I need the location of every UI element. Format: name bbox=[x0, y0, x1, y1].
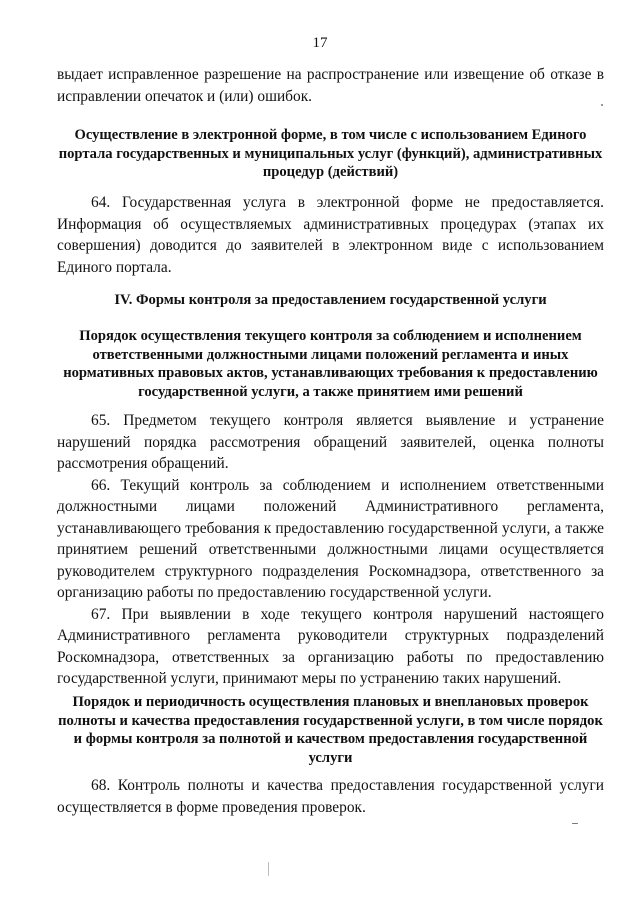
paragraphs-65-67-block bbox=[57, 410, 604, 690]
paragraph-68-block bbox=[57, 775, 604, 818]
section-heading-inspections: Порядок и периодичность осуществления плановых и внеплановых проверок полноты и качества предоставления государственной услуги, в том числе порядок и формы контроля за полнотой и качеством предоставления государственной услуги bbox=[58, 694, 603, 766]
section-heading-electronic-form: Осуществление в электронной форме, в том числе с использованием Единого портала государственных и муниципальных услуг (функций), административных процедур (действий) bbox=[58, 127, 603, 180]
paragraph-66: 66. Текущий контроль за соблюдением и исполнением ответственными должностными лицами положений Административного регламента, устанавливающего требования к предоставлению государственной услуги, а также принятием решений ответственными должностными лицами осуществляется руководителем структурного подразделения Роскомнадзора, ответственного за организацию работы по предоставлению государственной услуги. bbox=[57, 476, 604, 601]
paragraph-68: 68. Контроль полноты и качества предоставления государственной услуги осуществляется в форме проведения проверок. bbox=[57, 777, 604, 816]
continued-text bbox=[57, 64, 604, 107]
scan-speck bbox=[572, 823, 578, 824]
scan-speck bbox=[601, 104, 603, 106]
section-heading-current-control: Порядок осуществления текущего контроля за соблюдением и исполнением ответственными должностными лицами положений регламента и иных нормативных правовых актов, устанавливающих требования к предоставлению государственной услуги, а также принятием ими решений bbox=[63, 328, 598, 400]
paragraph-64-block bbox=[57, 192, 604, 278]
page-number: 17 bbox=[312, 35, 328, 51]
paragraph-64: 64. Государственная услуга в электронной форме не предоставляется. Информация об осуществляемых административных процедурах (этапах их совершения) доводится до заявителей в электронном виде с использованием Единого портала. bbox=[57, 194, 604, 276]
paragraph-65: 65. Предметом текущего контроля является выявление и устранение нарушений порядка рассмотрения обращений заявителей, оценка полноты рассмотрения обращений. bbox=[57, 412, 604, 472]
paragraph-67: 67. При выявлении в ходе текущего контроля нарушений настоящего Административного регламента руководители структурных подразделений Роскомнадзора, ответственных за организацию работы по предоставлению государственной услуги, принимают меры по устранению таких нарушений. bbox=[57, 605, 604, 687]
paragraph-continuation: выдает исправленное разрешение на распространение или извещение об отказе в исправлении опечаток и (или) ошибок. bbox=[57, 66, 604, 105]
chapter-heading-iv: IV. Формы контроля за предоставлением государственной услуги bbox=[114, 292, 547, 308]
scan-speck bbox=[268, 862, 269, 876]
